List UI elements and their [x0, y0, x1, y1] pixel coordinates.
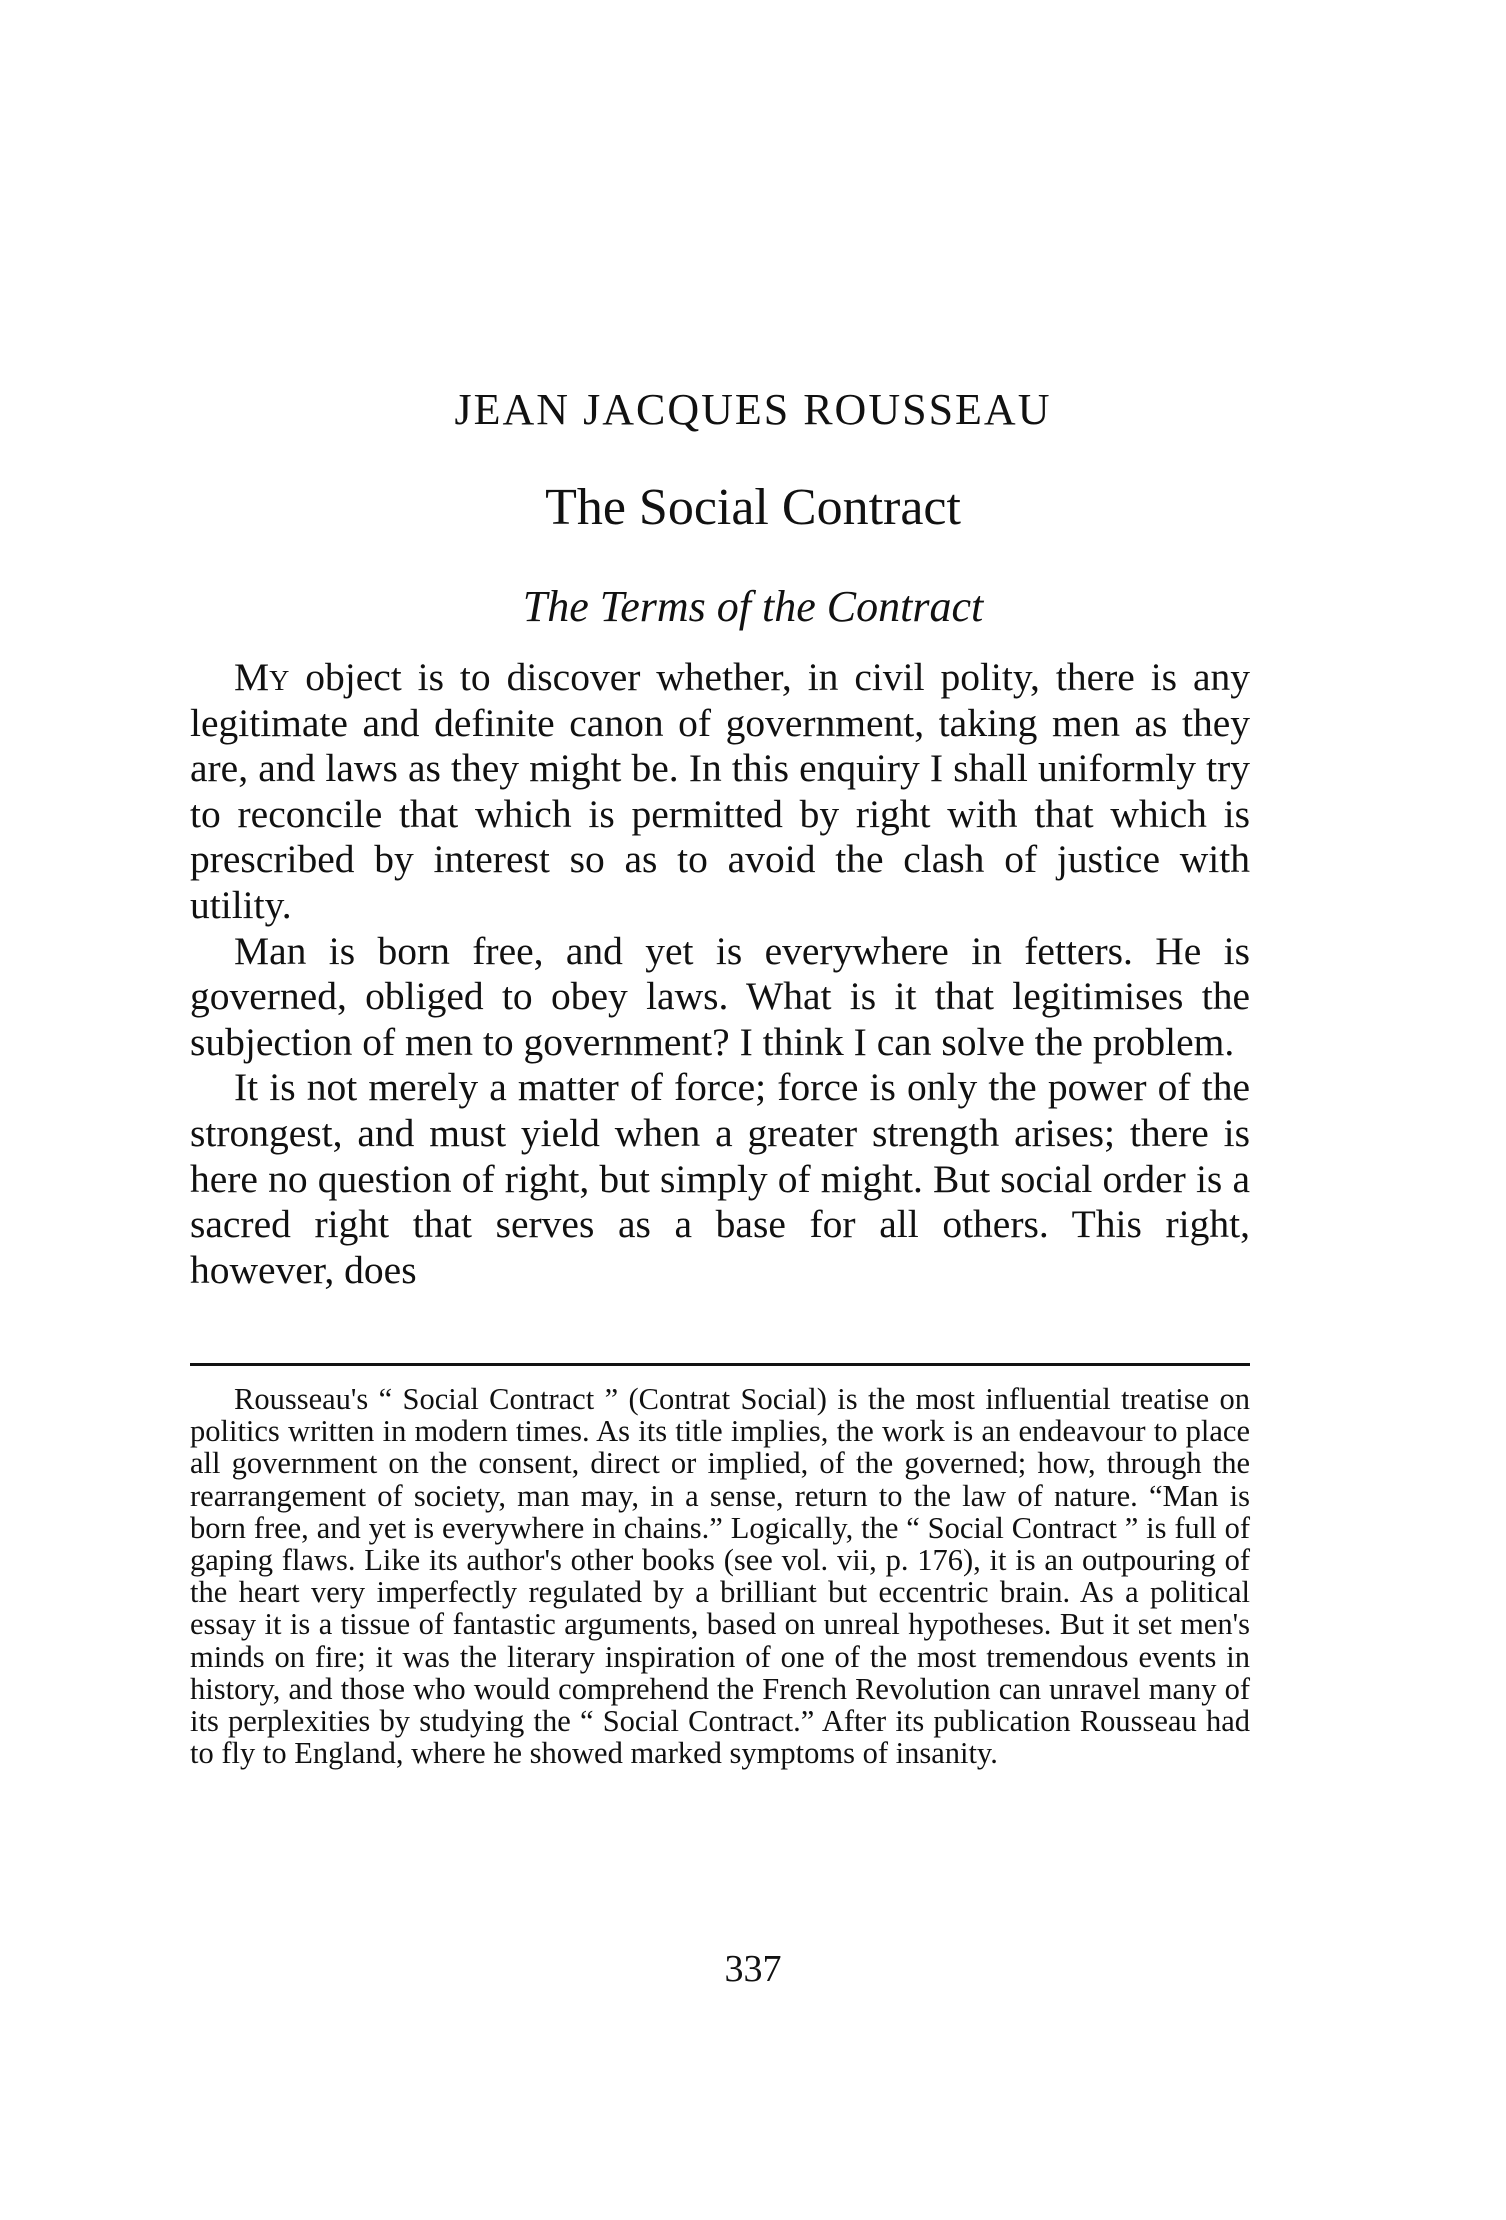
main-text [190, 655, 1250, 1293]
paragraph-1-lead: My [234, 655, 290, 699]
footnote [190, 1383, 1250, 1769]
author-heading: JEAN JACQUES ROUSSEAU [454, 385, 1052, 434]
paragraph-2: Man is born free, and yet is everywhere in fetters. He is governed, obliged to obey laws. What is it that legitimises the subjection of men to government? I think I can solve the problem. [190, 928, 1250, 1064]
page-number: 337 [724, 1948, 782, 1990]
paragraph-1 [190, 655, 1250, 929]
paragraph-3: It is not merely a matter of force; force is only the power of the strongest, and must yield when a greater strength arises; there is here no question of right, but simply of might. But social order is a sacred right that serves as a base for all others. This right, however, does [190, 1065, 1250, 1292]
work-title: The Social Contract [545, 479, 961, 536]
footnote-divider [190, 1363, 1250, 1366]
footnote-text: Rousseau's “ Social Contract ” (Contrat Social) is the most influential treatise on politics written in modern times. As its title implies, the work is an endeavour to place all government on the consent, direct or implied, of the governed; how, through the rearrangement of society, man may, in a sense, return to the law of nature. “Man is born free, and yet is everywhere in chains.” Logically, the “ Social Contract ” is full of gaping flaws. Like its author's other books (see vol. vii, p. 176), it is an outpouring of the heart very imperfectly regulated by a brilliant but eccentric brain. As a political essay it is a tissue of fantastic arguments, based on unreal hypotheses. But it set men's minds on fire; it was the literary inspiration of one of the most tremendous events in history, and those who would comprehend the French Revolution can unravel many of its perplexities by studying the “ Social Contract.” After its publication Rousseau had to fly to England, where he showed marked symptoms of insanity. [190, 1382, 1250, 1771]
paragraph-1-text: object is to discover whether, in civil polity, there is any legitimate and definite canon of government, taking men as they are, and laws as they might be. In this enquiry I shall uniformly try to reconcile that which is permitted by right with that which is prescribed by interest so as to avoid the clash of justice with utility. [190, 655, 1250, 927]
section-title: The Terms of the Contract [522, 582, 984, 631]
